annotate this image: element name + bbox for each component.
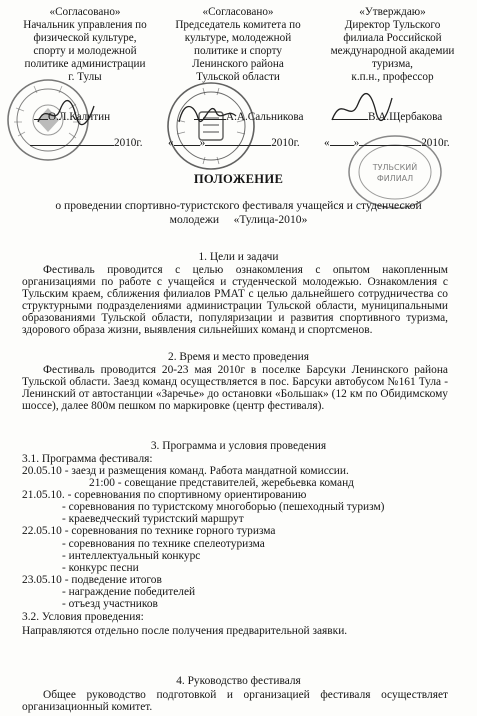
handwritten-signature-3 <box>330 90 394 128</box>
section-2-title: 2. Время и место проведения <box>168 351 309 363</box>
date-year: 2010г. <box>114 137 143 149</box>
program-item: - отъезд участников <box>62 598 158 611</box>
approval-line: политике администрации <box>24 57 146 70</box>
document-subtitle: о проведении спортивно-туристского фестиваля учащейся и студенческой молодежи «Тулица-2010» <box>55 199 422 226</box>
approval-block-2 <box>158 6 318 83</box>
approval-block-3 <box>310 6 475 83</box>
approval-line: Ленинского района <box>192 57 284 70</box>
program-item: - награждение победителей <box>62 585 196 598</box>
approval-heading: «Согласовано» <box>49 6 121 18</box>
program-item: - конкурс песни <box>62 561 139 574</box>
handwritten-signature-1 <box>36 96 96 130</box>
date-line-3: « » 2010г. <box>324 137 450 149</box>
approval-block-1 <box>0 6 170 83</box>
program-item: 23.05.10 - подведение итогов <box>22 573 162 586</box>
section-3-1-label: 3.1. Программа фестиваля: <box>22 453 153 465</box>
section-4-title: 4. Руководство фестиваля <box>176 675 301 687</box>
program-item: - интеллектуальный конкурс <box>62 549 201 562</box>
approval-line: туризма, <box>372 57 413 70</box>
program-item: - соревнования по туристскому многоборью (пешеходный туризм) <box>62 501 385 514</box>
svg-text:ФИЛИАЛ: ФИЛИАЛ <box>376 174 414 183</box>
document-title: ПОЛОЖЕНИЕ <box>193 172 284 186</box>
approval-line: международной академии <box>330 44 455 57</box>
date-year: 2010г. <box>271 137 300 149</box>
approval-heading: «Согласовано» <box>202 6 274 18</box>
program-item: 21.05.10. - соревнования по спортивному ориентированию <box>22 489 307 502</box>
date-year: 2010г. <box>421 137 450 149</box>
approval-line: филиала Российской <box>343 31 442 44</box>
section-3-2-text: Направляются отдельно после получения предварительной заявки. <box>22 625 348 637</box>
approval-line: г. Тулы <box>68 70 102 83</box>
approval-line: спорту и молодежной <box>33 44 137 57</box>
date-line-1 <box>30 137 143 149</box>
program-item: 21:00 - совещание представителей, жеребьевка команд <box>89 477 354 490</box>
approval-line: физической культуре, <box>33 31 137 44</box>
handwritten-signature-2 <box>176 92 238 132</box>
section-3-2-label: 3.2. Условия проведения: <box>22 611 144 623</box>
svg-text:ТУЛЬСКИЙ: ТУЛЬСКИЙ <box>372 163 418 172</box>
section-4-text: Общее руководство подготовкой и организацией фестиваля осуществляет организационный комитет. <box>22 689 448 714</box>
signer-name: А.А.Сальникова <box>226 111 304 123</box>
section-3-title: 3. Программа и условия проведения <box>150 440 327 452</box>
program-item: - соревнования по технике спелеотуризма <box>62 537 265 550</box>
date-line-2: « » 2010г. <box>168 137 300 149</box>
section-2-text: Фестиваль проводится 20-23 мая 2010г в поселке Барсуки Ленинского района Тульской области. Заезд команд осуществляется в пос. Барсуки автобусом №161 Тула - Ленинский от автостанции «Заречье» до остановки «Большак» (12 км по Обидимскому шоссе), далее 800м пешком по маркировке (центр фестиваля). <box>22 364 448 413</box>
signer-name: О.Л.Калитин <box>48 111 111 123</box>
approval-line: Тульской области <box>196 70 280 83</box>
program-item: 22.05.10 - соревнования по технике горного туризма <box>22 525 276 538</box>
program-item: - краеведческий туристский маршрут <box>62 513 244 526</box>
approval-line: Начальник управления по <box>23 18 147 31</box>
approval-line: Председатель комитета по <box>175 18 301 31</box>
approval-line: политике и спорту <box>194 44 282 57</box>
approval-line: культуре, молодежной <box>184 31 292 44</box>
approval-line: к.п.н., профессор <box>351 70 434 83</box>
section-1-text: Фестиваль проводится с целью ознакомления с опытом накопленным организациями по работе с учащейся и студенческой молодежью. Ознакомления с Тульским краем, сближения филиалов РМАТ с целью дальнейшего сотрудничества со структурными подразделениями администрации Тульской области, муниципальными образованиями Тульской области, популяризации и развития спортивного туризма, здорового образа жизни, выявления сильнейших команд и спортсменов. <box>22 264 448 337</box>
approval-heading: «Утверждаю» <box>359 6 426 18</box>
program-item: 20.05.10 - заезд и размещения команд. Работа мандатной комиссии. <box>22 465 349 477</box>
program-list <box>22 465 462 610</box>
signer-name: В.А.Щербакова <box>368 111 443 123</box>
approval-line: Директор Тульского <box>344 18 441 31</box>
section-1-title: 1. Цели и задачи <box>198 251 279 263</box>
